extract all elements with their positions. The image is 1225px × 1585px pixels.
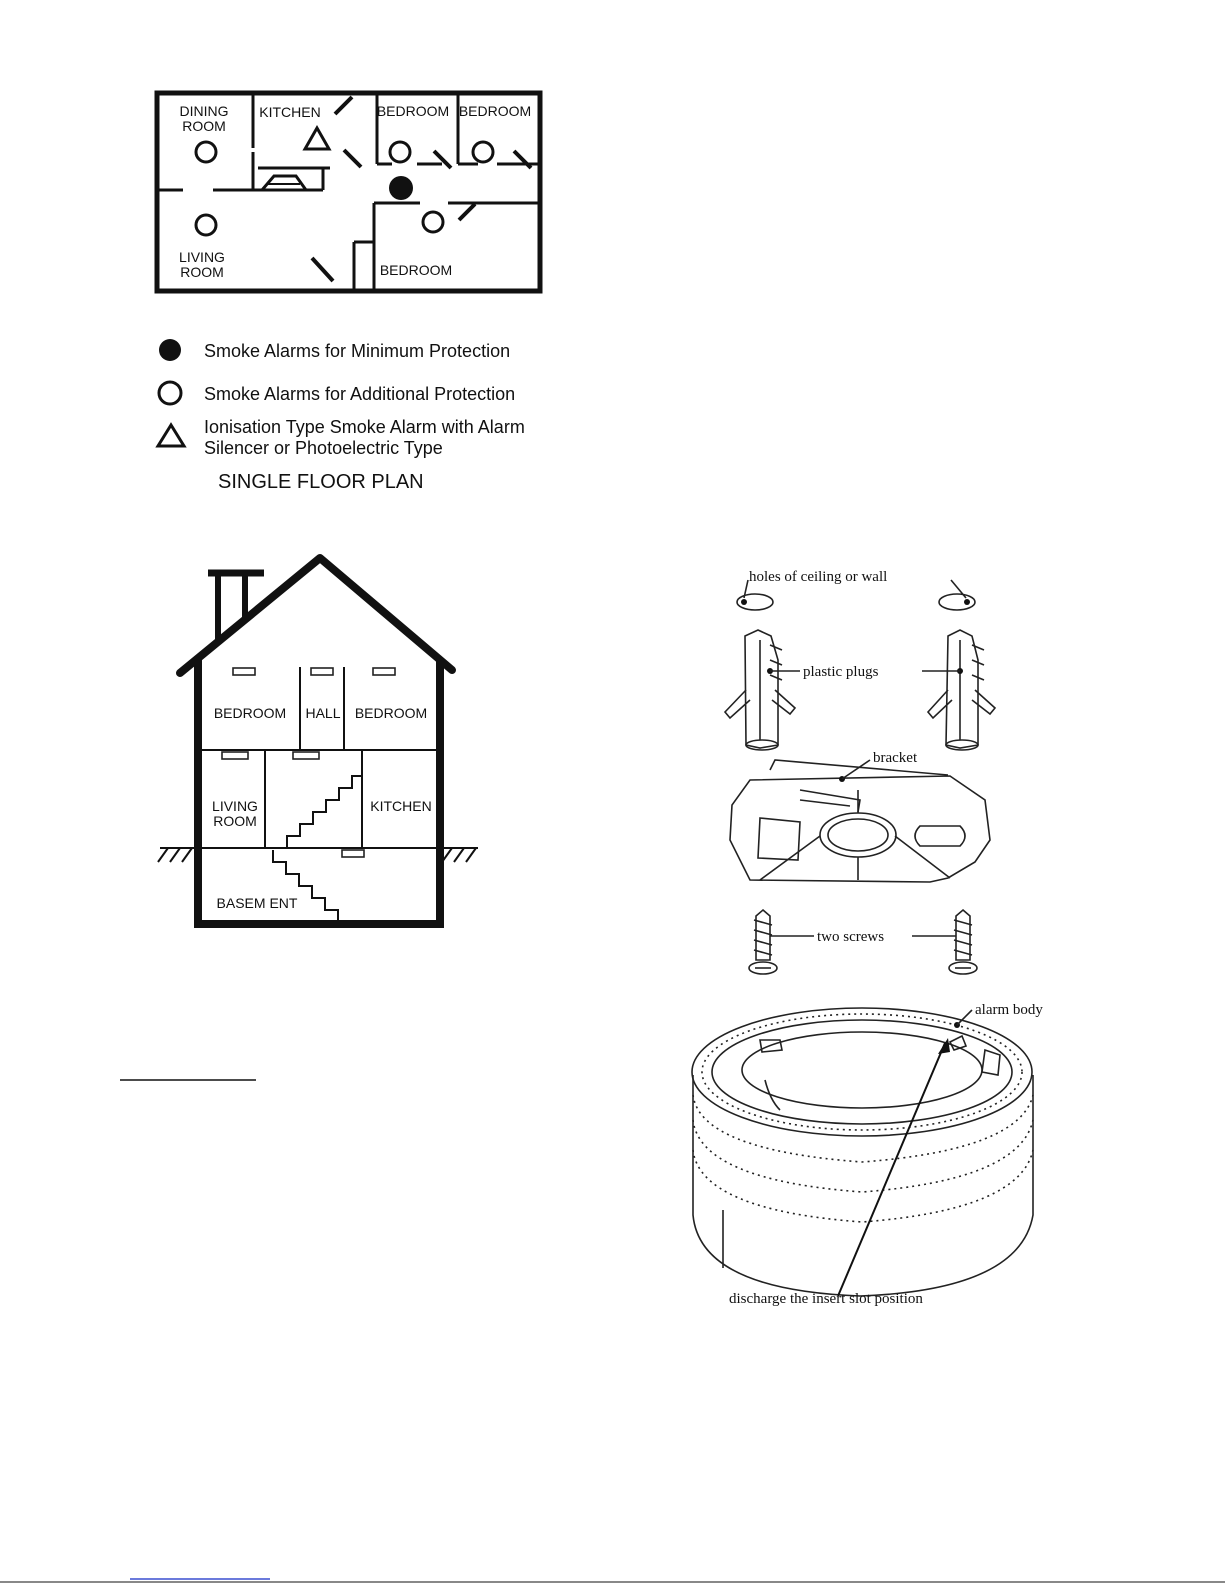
house-label-kitchen: KITCHEN [370,798,432,814]
legend-ionisation-text: Ionisation Type Smoke Alarm with Alarm [204,417,525,437]
house-label-hall: HALL [305,705,341,721]
house-label-living-room: ROOM [213,813,257,829]
hole-marker [741,599,747,605]
house-label-bedroom-right: BEDROOM [354,705,428,721]
house-alarm-icon [293,752,319,759]
label-dining: DINING [179,103,229,119]
screw-icon [949,910,977,974]
leader-line [842,760,870,779]
label-plugs: plastic plugs [803,664,879,680]
label-bracket: bracket [873,750,918,766]
label-alarm-body: alarm body [975,1002,1043,1018]
house-walls [198,660,440,924]
house-alarm-icon [342,850,364,857]
floor-plan-legend [158,339,525,493]
ionisation-alarm-marker [305,128,329,149]
legend-additional-text: Smoke Alarms for Additional Protection [204,384,516,404]
legend-filled-circle-icon [159,339,181,361]
label-screws: two screws [817,929,885,945]
legend-triangle-icon [158,425,184,446]
screw-icon [749,910,777,974]
leader-line [951,580,966,598]
label-living-room: ROOM [180,264,224,280]
house-label-basement: BASEM ENT [216,895,298,911]
label-bedroom-2: BEDROOM [458,103,532,119]
additional-alarm-marker [196,215,216,235]
house-cross-section [158,558,478,924]
staircase-basement [273,850,338,922]
slot-pointer-line [838,1043,945,1296]
label-bedroom-1: BEDROOM [376,103,450,119]
floor-plan-doors [312,97,531,281]
floor-plan-title: SINGLE FLOOR PLAN [218,471,424,493]
legend-ionisation-text-2: Silencer or Photoelectric Type [204,438,443,458]
minimum-alarm-marker [389,176,413,200]
label-holes: holes of ceiling or wall [749,569,888,585]
ground-hatching-left [158,848,198,862]
legend-minimum-text: Smoke Alarms for Minimum Protection [204,341,511,361]
plastic-plug-icon [725,630,795,750]
hole-marker [964,599,970,605]
installation-diagram [692,569,1043,1307]
single-floor-plan [157,93,540,291]
additional-alarm-marker [473,142,493,162]
ground-hatching-right [440,848,478,862]
label-dining-room: ROOM [182,118,226,134]
staircase-upper [287,776,362,848]
plastic-plug-icon [928,630,995,750]
house-alarm-icon [233,668,255,675]
house-alarm-icon [222,752,248,759]
label-bedroom-3: BEDROOM [379,262,453,278]
additional-alarm-marker [390,142,410,162]
additional-alarm-marker [423,212,443,232]
legend-open-circle-icon [159,382,181,404]
label-living: LIVING [179,249,225,265]
additional-alarm-marker [196,142,216,162]
alarm-body-icon [692,1008,1033,1296]
house-label-bedroom-left: BEDROOM [213,705,287,721]
house-label-living: LIVING [212,798,258,814]
label-kitchen: KITCHEN [259,104,321,120]
house-alarm-icon [311,668,333,675]
bracket-icon [730,760,990,882]
house-alarm-icon [373,668,395,675]
label-slot: discharge the insert slot position [729,1291,923,1307]
